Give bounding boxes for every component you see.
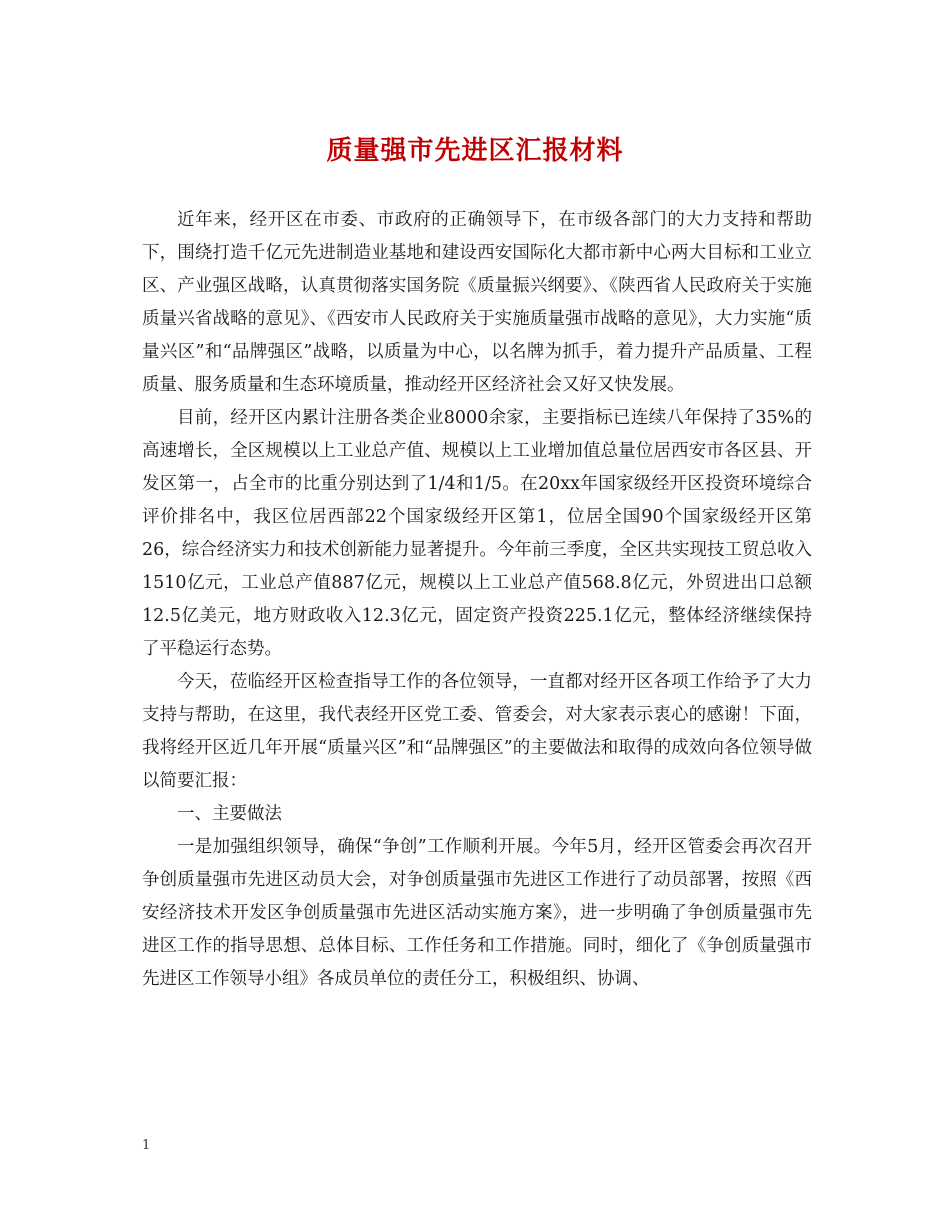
paragraph-thanks: 今天，莅临经开区检查指导工作的各位领导，一直都对经开区各项工作给予了大力支持与帮助，在这里，我代表经开区党工委、管委会，对大家表示衷心的感谢！下面，我将经开区近几年开展“质量兴区”和“品牌强区”的主要做法和取得的成效向各位领导做以简要汇报： xyxy=(142,672,812,791)
document-title: 质量强市先进区汇报材料 xyxy=(326,136,624,166)
paragraph-current-status: 目前，经开区内累计注册各类企业8000余家，主要指标已连续八年保持了35%的高速增长，全区规模以上工业总产值、规模以上工业增加值总量位居西安市各区县、开发区第一，占全市的比重分别达到了1/4和1/5。在20xx年国家级经开区投资环境综合评价排名中，我区位居西部22个国家级经开区第1，位居全国90个国家级经开区第26，综合经济实力和技术创新能力显著提升。今年前三季度，全区共实现技工贸总收入1510亿元，工业总产值887亿元，规模以上工业总产值568.8亿元，外贸进出口总额12.5亿美元，地方财政收入12.3亿元，固定资产投资225.1亿元，整体经济继续保持了平稳运行态势。 xyxy=(142,408,812,659)
document-body xyxy=(142,204,812,996)
paragraph-intro: 近年来，经开区在市委、市政府的正确领导下，在市级各部门的大力支持和帮助下，围绕打造千亿元先进制造业基地和建设西安国际化大都市新中心两大目标和工业立区、产业强区战略，认真贯彻落实国务院《质量振兴纲要》、《陕西省人民政府关于实施质量兴省战略的意见》、《西安市人民政府关于实施质量强市战略的意见》，大力实施“质量兴区”和“品牌强区”战略，以质量为中心，以名牌为抓手，着力提升产品质量、工程质量、服务质量和生态环境质量，推动经开区经济社会又好又快发展。 xyxy=(142,210,812,395)
page-number: 1 xyxy=(142,1138,151,1153)
section-heading-main-practices: 一、主要做法 xyxy=(177,804,282,824)
paragraph-organization-leadership: 一是加强组织领导，确保“争创”工作顺利开展。今年5月，经开区管委会再次召开争创质量强市先进区动员大会，对争创质量强市先进区工作进行了动员部署，按照《西安经济技术开发区争创质量强市先进区活动实施方案》，进一步明确了争创质量强市先进区工作的指导思想、总体目标、工作任务和工作措施。同时，细化了《争创质量强市先进区工作领导小组》各成员单位的责任分工，积极组织、协调、 xyxy=(142,837,812,989)
